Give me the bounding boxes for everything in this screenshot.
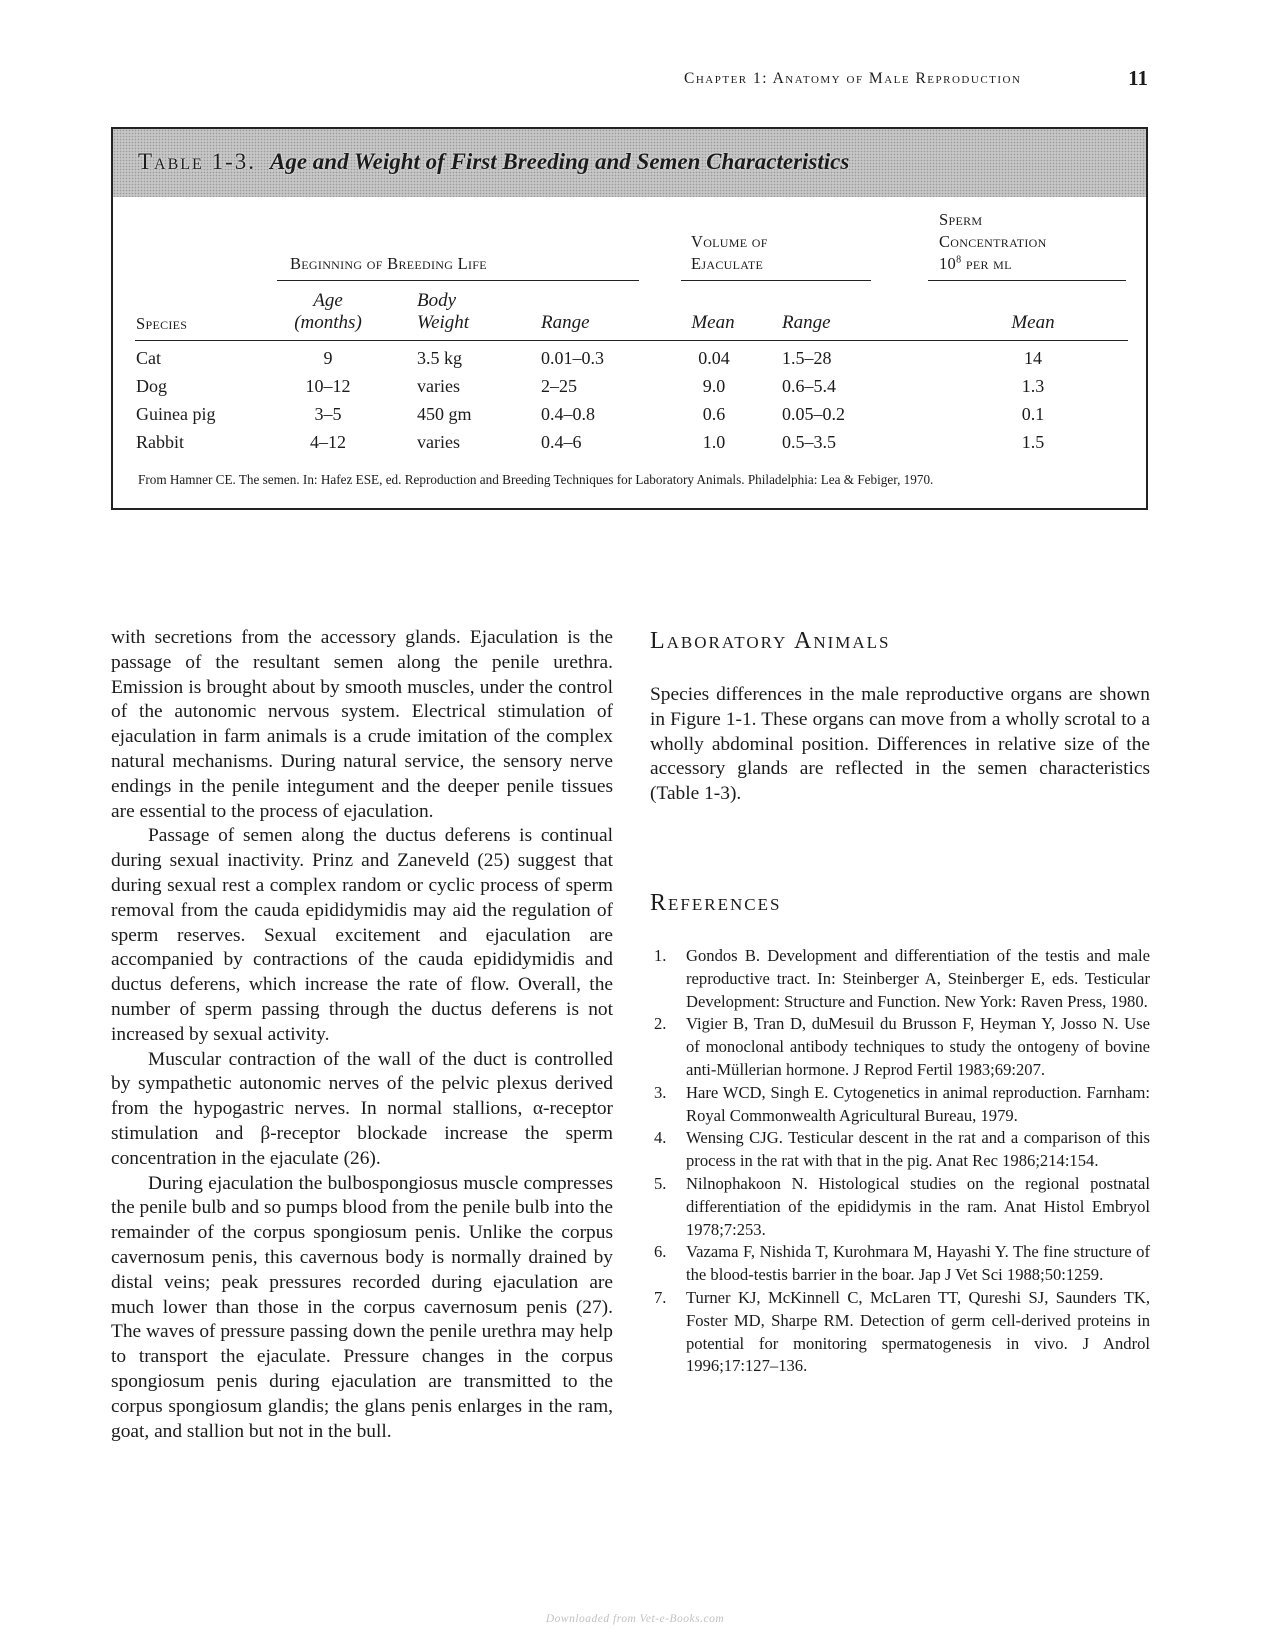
cell-volume-mean: 0.04 (698, 348, 730, 368)
reference-item: 1. Gondos B. Development and differentiation of the testis and male reproductive tract. In: Steinberger A, Steinberger E, eds. Testicular Development: Structure and Function. New York: Raven Press, 1980. (654, 946, 1150, 1011)
reference-item: 6. Vazama F, Nishida T, Kurohmara M, Hayashi Y. The fine structure of the blood-testis barrier in the boar. Jap J Vet Sci 1988;50:1259. (654, 1242, 1150, 1285)
cell-conc-mean: 1.5 (1021, 432, 1045, 452)
heading-laboratory-animals: Laboratory Animals (650, 628, 891, 654)
body-paragraph: Species differences in the male reproductive organs are shown in Figure 1-1. These organs can move from a wholly scrotal to a wholly abdominal position. Differences in relative size of the accessory glands are reflected in the semen characteristics (Table 1-3). (650, 684, 1150, 805)
cell-volume-range: 0.4–6 (541, 432, 582, 452)
reference-list (650, 945, 1150, 1378)
body-paragraph: with secretions from the accessory glands. Ejaculation is the passage of the resultant semen along the penile urethra. Emission is brought about by smooth muscles, under the control of the autonomic nervous system. Electrical stimulation of ejaculation in farm animals is a crude imitation of the complex natural mechanisms. During natural service, the sensory nerve endings in the penile integument and the deeper penile tissues are essential to the process of ejaculation. (111, 627, 613, 822)
cell-conc-mean: 0.1 (1021, 404, 1045, 424)
table-caption: Age and Weight of First Breeding and Semen Characteristics (269, 149, 850, 174)
table-title (138, 149, 849, 175)
cell-species: Dog (136, 376, 167, 396)
col-age-line1: Age (313, 290, 343, 311)
cell-weight: 450 gm (417, 404, 472, 424)
rule-breeding (277, 280, 639, 281)
col-mean-volume: Mean (691, 312, 735, 333)
reference-item: 2. Vigier B, Tran D, duMesuil du Brusson F, Heyman Y, Josso N. Use of monoclonal antibody techniques to study the ontogeny of bovine anti-Müllerian hormone. J Reprod Fertil 1983;69:207. (654, 1014, 1150, 1079)
cell-conc-range: 0.5–3.5 (782, 432, 836, 452)
cell-age: 4–12 (310, 432, 346, 452)
cell-species: Rabbit (136, 432, 184, 452)
col-mean-sperm: Mean (1011, 312, 1055, 333)
header-volume-line2: Ejaculate (691, 254, 764, 273)
col-weight-line2: Weight (417, 312, 470, 333)
body-paragraph: Muscular contraction of the wall of the duct is controlled by sympathetic autonomic nerves of the pelvic plexus derived from the hypogastric nerves. In normal stallions, α-receptor stimulation and β-receptor blockade increase the sperm concentration in the ejaculate (26). (111, 1048, 613, 1169)
cell-volume-mean: 0.6 (702, 404, 726, 424)
table-number: Table 1-3. (138, 149, 256, 174)
cell-volume-range: 0.01–0.3 (541, 348, 604, 368)
cell-conc-mean: 14 (1024, 348, 1042, 368)
cell-volume-mean: 1.0 (702, 432, 726, 452)
col-range-volume: Range (541, 312, 590, 333)
cell-volume-range: 2–25 (541, 376, 577, 396)
download-watermark: Downloaded from Vet-e-Books.com (545, 1613, 725, 1625)
col-species: Species (136, 314, 188, 333)
reference-item: 3. Hare WCD, Singh E. Cytogenetics in animal reproduction. Farnham: Royal Commonwealth Agricultural Bureau, 1979. (654, 1082, 1150, 1125)
cell-conc-range: 0.05–0.2 (782, 404, 845, 424)
heading-references: References (650, 890, 782, 916)
col-age-line2: (months) (294, 312, 362, 333)
running-head (640, 68, 1150, 94)
col-range-sperm: Range (782, 312, 831, 333)
cell-volume-range: 0.4–0.8 (541, 404, 595, 424)
header-sperm-line2: Concentration (939, 232, 1047, 251)
cell-age: 10–12 (305, 376, 351, 396)
table-footnote: From Hamner CE. The semen. In: Hafez ESE, ed. Reproduction and Breeding Techniques for Laboratory Animals. Philadelphia: Lea & Febiger, 1970. (138, 472, 934, 487)
cell-weight: varies (417, 432, 460, 452)
page-number: 11 (1128, 66, 1148, 90)
col-weight-line1: Body (417, 290, 457, 311)
cell-conc-range: 0.6–5.4 (782, 376, 836, 396)
left-column (111, 626, 613, 1444)
reference-item: 7. Turner KJ, McKinnell C, McLaren TT, Qureshi SJ, Saunders TK, Foster MD, Sharpe RM. Detection of germ cell-derived proteins in potential for monitoring spermatogenesis in vivo. J Androl 1996;17:127–136. (654, 1287, 1150, 1376)
rule-header-bottom (135, 340, 1128, 341)
header-breeding-life: Beginning of Breeding Life (290, 254, 487, 273)
cell-volume-mean: 9.0 (702, 376, 726, 396)
cell-conc-mean: 1.3 (1021, 376, 1045, 396)
header-sperm-line3: $10^8$ per ml (939, 254, 1012, 273)
table-1-3 (111, 127, 1148, 510)
laboratory-animals-text (650, 683, 1150, 807)
body-paragraph: During ejaculation the bulbospongiosus muscle compresses the penile bulb and so pumps blood from the penile bulb into the remainder of the corpus spongiosum penis. Unlike the corpus cavernosum penis, this cavernous body is normally drained by distal veins; peak pressures recorded during ejaculation are much lower than those in the corpus cavernosum penis (27). The waves of pressure passing down the penile urethra may help to transport the ejaculate. Pressure changes in the corpus spongiosum penis during ejaculation are transmitted to the corpus spongiosum glandis; the glans penis enlarges in the ram, goat, and stallion but not in the bull. (111, 1172, 613, 1442)
cell-age: 3–5 (314, 404, 342, 424)
header-sperm-line1: Sperm (939, 210, 983, 229)
cell-species: Cat (136, 348, 161, 368)
cell-conc-range: 1.5–28 (782, 348, 832, 368)
reference-item: 4. Wensing CJG. Testicular descent in the rat and a comparison of this process in the rat with that in the pig. Anat Rec 1986;214:154. (654, 1128, 1150, 1171)
cell-age: 9 (323, 348, 333, 368)
cell-species: Guinea pig (136, 404, 216, 424)
running-title: Chapter 1: Anatomy of Male Reproduction (684, 70, 1022, 87)
cell-weight: varies (417, 376, 460, 396)
rule-volume (681, 280, 871, 281)
reference-item: 5. Nilnophakoon N. Histological studies on the regional postnatal differentiation of the epididymis in the ram. Anat Histol Embryol 1978;7:253. (654, 1173, 1150, 1239)
body-paragraph: Passage of semen along the ductus deferens is continual during sexual inactivity. Prinz and Zaneveld (25) suggest that during sexual rest a complex random or cyclic process of sperm removal from the cauda epididymidis may aid the regulation of sperm reserves. Sexual excitement and ejaculation are accompanied by contractions of the cauda epididymidis and ductus deferens, which increase the rate of flow. Overall, the number of sperm passing through the ductus deferens is not increased by sexual activity. (111, 825, 613, 1045)
cell-weight: 3.5 kg (417, 348, 462, 368)
rule-sperm (928, 280, 1126, 281)
header-volume-line1: Volume of (691, 232, 768, 251)
